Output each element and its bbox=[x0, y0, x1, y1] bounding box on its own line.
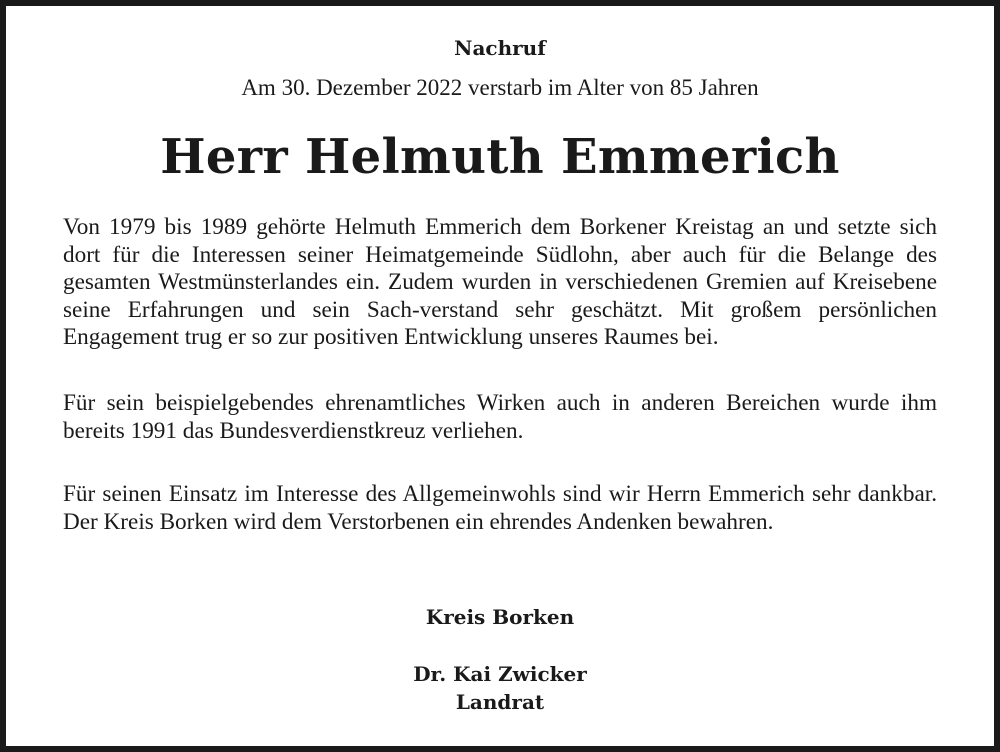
deceased-name: Herr Helmuth Emmerich bbox=[160, 129, 840, 185]
body-paragraph-1: Von 1979 bis 1989 gehörte Helmuth Emmerich dem Borkener Kreistag an und setzte sich dort für die Interessen seiner Heimatgemeinde Südlohn, aber auch für die Belange des gesamten Westmünsterlandes ein. Zudem wurden in verschiedenen Gremien auf Kreisebene seine Erfahrungen und sein Sach-verstand sehr geschätzt. Mit großem persönlichen Engagement trug er so zur positiven Entwicklung unseres Raumes bei. bbox=[63, 214, 937, 351]
signature-title: Landrat bbox=[455, 690, 545, 714]
body-paragraph-3: Für seinen Einsatz im Interesse des Allgemeinwohls sind wir Herrn Emmerich sehr dankbar. Der Kreis Borken wird dem Verstorbenen ein ehrendes Andenken bewahren. bbox=[63, 481, 937, 535]
signature-signer: Dr. Kai Zwicker bbox=[413, 662, 587, 686]
signature-organization: Kreis Borken bbox=[425, 605, 575, 629]
notice-label: Nachruf bbox=[454, 36, 546, 60]
body-paragraph-2: Für sein beispielgebendes ehrenamtliches Wirken auch in anderen Bereichen wurde ihm bereits 1991 das Bundesverdienstkreuz verliehen. bbox=[63, 390, 937, 444]
notice-intro: Am 30. Dezember 2022 verstarb im Alter von 85 Jahren bbox=[241, 75, 759, 100]
